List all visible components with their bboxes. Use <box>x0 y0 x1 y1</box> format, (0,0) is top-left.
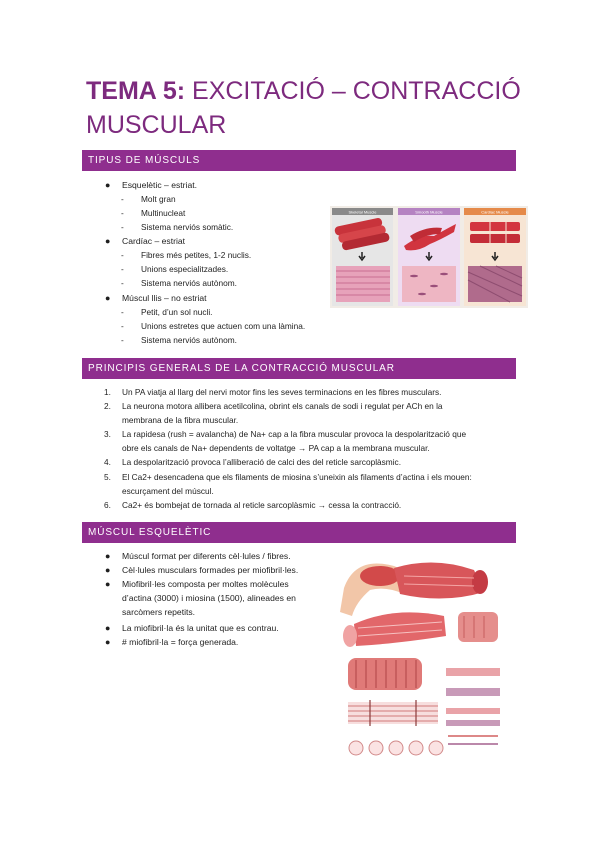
figure-header: Skeletal Muscle <box>348 209 377 215</box>
sarcomere-illustration <box>348 700 438 726</box>
bullet-icon: ● <box>105 565 111 575</box>
list-subitem: - Fibres més petites, 1-2 nuclis. <box>121 250 252 260</box>
list-subitem: - Molt gran <box>121 194 176 204</box>
list-item-continued: sarcòmers repetits. <box>122 607 196 617</box>
list-subitem: - Sistema nerviós somàtic. <box>121 222 234 232</box>
list-subitem: - Sistema nerviós autònom. <box>121 335 237 345</box>
list-item: ● Cardíac – estriat <box>105 236 186 246</box>
list-item-continued: d’actina (3000) i miosina (1500), alineades en <box>122 593 296 603</box>
muscle-types-figure <box>330 206 528 308</box>
numbered-item: 4. La despolarització provoca l’alliberació de calci des del reticle sarcoplàsmic. <box>104 457 402 467</box>
numbered-item: 5. El Ca2+ desencadena que els filaments de miosina s’uneixin als filaments d’actina i els mouen: <box>104 472 472 482</box>
figure-header: Cardiac Muscle <box>481 209 509 215</box>
figure-header: Smooth Muscle <box>415 209 443 215</box>
numbered-item: 2. La neurona motora allibera acetilcolina, obrint els canals de sodi i regulat per ACh en la <box>104 401 443 411</box>
bullet-icon: ● <box>105 551 111 561</box>
list-item: ● Miofibril·les composta per moltes molècules <box>105 579 289 589</box>
page-title: TEMA 5: EXCITACIÓ – CONTRACCIÓ MUSCULAR <box>86 77 521 139</box>
skeletal-muscle-anatomy-figure <box>334 546 508 768</box>
list-subitem: - Multinucleat <box>121 208 186 218</box>
list-item: ● La miofibril·la és la unitat que es contrau. <box>105 623 279 633</box>
numbered-item: 3. La rapidesa (rush = avalancha) de Na+ cap a la fibra muscular provoca la despolarització que <box>104 429 467 439</box>
section-header-tipus: TIPUS DE MÚSCULS <box>82 150 516 171</box>
cardiac-micrograph <box>468 266 522 302</box>
list-subitem: - Sistema nerviós autònom. <box>121 278 237 288</box>
numbered-item-continued: obre els canals de Na+ dependents de voltatge → PA cap a la membrana muscular. <box>122 443 430 453</box>
numbered-item-continued: membrana de la fibra muscular. <box>122 415 239 425</box>
list-item: ● # miofibril·la = força generada. <box>105 637 239 647</box>
bullet-icon: ● <box>105 236 111 246</box>
bullet-icon: ● <box>105 293 111 303</box>
numbered-item: 6. Ca2+ és bombejat de tornada al reticle sarcoplàsmic → cessa la contracció. <box>104 500 402 510</box>
list-item: ● Múscul format per diferents cèl·lules / fibres. <box>105 551 291 561</box>
skeletal-micrograph <box>336 266 390 302</box>
bullet-icon: ● <box>105 637 111 647</box>
list-item: ● Esquelètic – estriat. <box>105 180 197 190</box>
bullet-icon: ● <box>105 579 111 589</box>
smooth-micrograph <box>402 266 456 302</box>
list-subitem: - Unions especialitzades. <box>121 264 229 274</box>
list-subitem: - Petit, d’un sol nucli. <box>121 307 213 317</box>
bullet-icon: ● <box>105 623 111 633</box>
list-item: ● Cèl·lules musculars formades per miofibril·les. <box>105 565 299 575</box>
muscle-fiber-illustration <box>348 658 422 690</box>
section-header-principis: PRINCIPIS GENERALS DE LA CONTRACCIÓ MUSCULAR <box>82 358 516 379</box>
list-subitem: - Unions estretes que actuen com una làmina. <box>121 321 306 331</box>
bullet-icon: ● <box>105 180 111 190</box>
numbered-item-continued: escurçament del múscul. <box>122 486 214 496</box>
section-header-esqueletic: MÚSCUL ESQUELÈTIC <box>82 522 516 543</box>
numbered-item: 1. Un PA viatja al llarg del nervi motor fins les seves terminacions en les fibres musculars. <box>104 387 442 397</box>
list-item: ● Múscul llis – no estriat <box>105 293 207 303</box>
